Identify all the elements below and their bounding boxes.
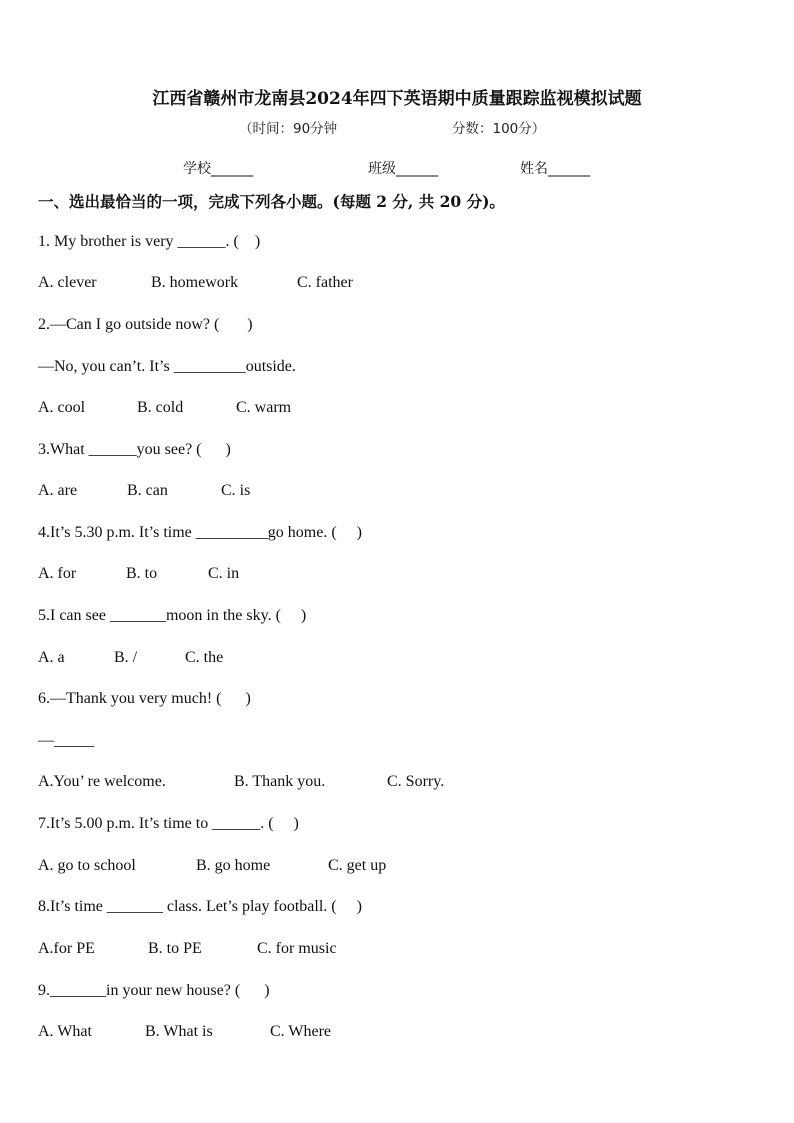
option-a[interactable]: A. clever: [38, 274, 97, 291]
question-stem: 6.—Thank you very much! ( ): [38, 690, 251, 707]
question-stem: 8.It’s time _______ class. Let’s play football. ( ): [38, 898, 362, 915]
page-title: 江西省赣州市龙南县2024年四下英语期中质量跟踪监视模拟试题: [152, 89, 642, 109]
option-b[interactable]: B. cold: [137, 399, 184, 416]
option-a[interactable]: A.for PE: [38, 940, 95, 957]
question-options: [38, 773, 758, 793]
question-stem: 5.I can see _______moon in the sky. ( ): [38, 607, 307, 624]
option-a[interactable]: A. cool: [38, 399, 86, 416]
question-stem: 7.It’s 5.00 p.m. It’s time to ______. ( ): [38, 815, 299, 832]
total-score: 分数：100分）: [452, 121, 546, 137]
option-c[interactable]: C. father: [297, 274, 353, 291]
option-b[interactable]: B. can: [127, 482, 168, 499]
option-b[interactable]: B. Thank you.: [234, 773, 326, 790]
question-options: [38, 1023, 758, 1043]
question-stem: 3.What ______you see? ( ): [38, 441, 231, 458]
question-stem-reply: —_____: [38, 732, 94, 749]
option-c[interactable]: C. Sorry.: [387, 773, 445, 790]
option-c[interactable]: C. for music: [257, 940, 337, 957]
option-b[interactable]: B. go home: [196, 857, 271, 874]
question-stem: 4.It’s 5.30 p.m. It’s time _________go home. ( ): [38, 524, 362, 541]
class-field: 班级______: [368, 161, 438, 177]
section-title: 一、选出最恰当的一项，完成下列各小题。(每题 2 分, 共 20 分)。: [38, 192, 505, 211]
student-info-line: [0, 158, 794, 180]
option-a[interactable]: A. go to school: [38, 857, 136, 874]
option-b[interactable]: B. to: [126, 565, 158, 582]
question-options: [38, 649, 758, 669]
question-options: [38, 274, 758, 294]
option-a[interactable]: A. What: [38, 1023, 92, 1040]
school-field: 学校______: [183, 161, 253, 177]
option-b[interactable]: B. What is: [145, 1023, 213, 1040]
question-stem: 1. My brother is very ______. ( ): [38, 233, 261, 250]
option-b[interactable]: B. /: [114, 649, 138, 666]
question-options: [38, 482, 758, 502]
question-options: [38, 940, 758, 960]
question-options: [38, 857, 758, 877]
question-stem: 9._______in your new house? ( ): [38, 982, 270, 999]
question-options: [38, 399, 758, 419]
time-limit: （时间：90分钟: [239, 121, 338, 137]
option-c[interactable]: C. warm: [236, 399, 292, 416]
option-c[interactable]: C. Where: [270, 1023, 332, 1040]
option-c[interactable]: C. the: [185, 649, 224, 666]
option-a[interactable]: A. a: [38, 649, 65, 666]
question-options: [38, 565, 758, 585]
option-b[interactable]: B. homework: [151, 274, 239, 291]
name-field: 姓名______: [520, 161, 590, 177]
option-a[interactable]: A.You’ re welcome.: [38, 773, 166, 790]
option-a[interactable]: A. are: [38, 482, 78, 499]
option-b[interactable]: B. to PE: [148, 940, 202, 957]
option-c[interactable]: C. is: [221, 482, 251, 499]
option-a[interactable]: A. for: [38, 565, 77, 582]
question-stem-reply: —No, you can’t. It’s _________outside.: [38, 358, 296, 375]
option-c[interactable]: C. in: [208, 565, 240, 582]
option-c[interactable]: C. get up: [328, 857, 387, 874]
question-stem: 2.—Can I go outside now? ( ): [38, 316, 253, 333]
